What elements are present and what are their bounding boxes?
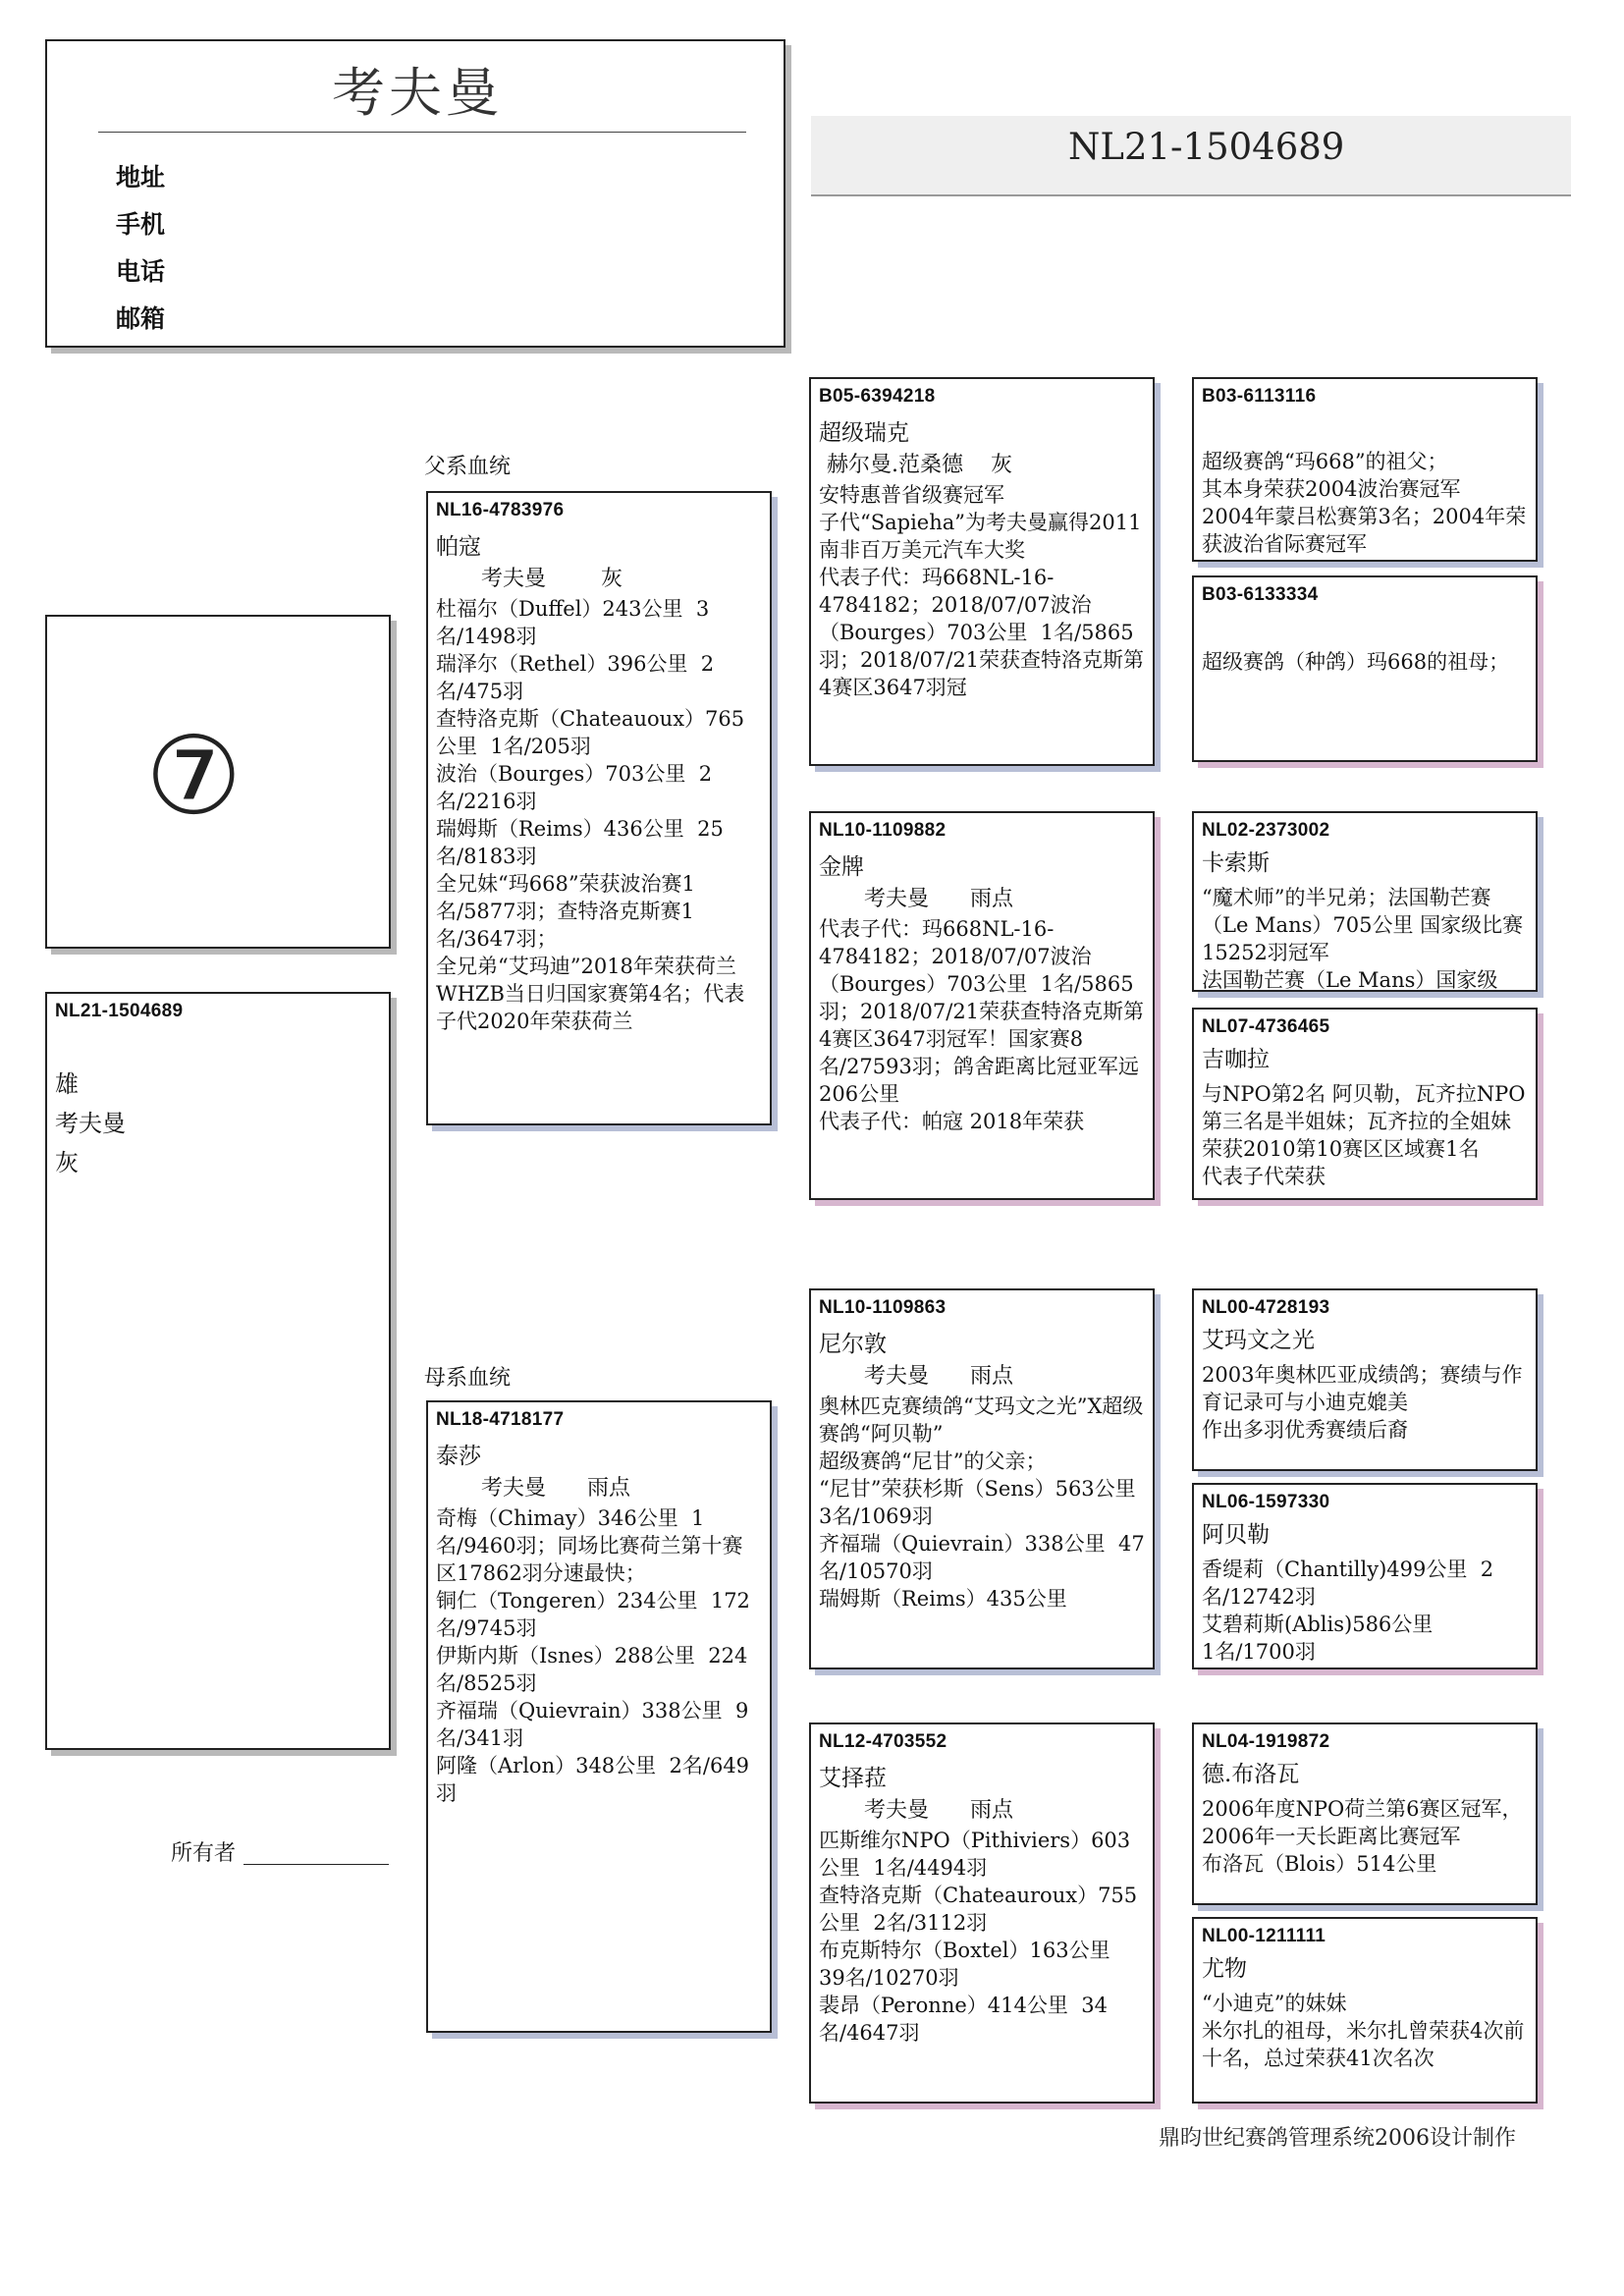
header-divider bbox=[98, 132, 746, 133]
dd-ring: NL12-4703552 bbox=[819, 1731, 947, 1752]
ss-breeder-color: 赫尔曼.范桑德 灰 bbox=[827, 453, 1012, 477]
ddd-name: 尤物 bbox=[1202, 1956, 1247, 1982]
dam-dam-card bbox=[809, 1722, 1155, 2104]
owner-info-box bbox=[45, 39, 785, 348]
contact-fields bbox=[116, 154, 165, 343]
subject-breeder: 考夫曼 bbox=[55, 1110, 126, 1137]
dam-sire-card bbox=[809, 1288, 1155, 1669]
dd-record: 匹斯维尔NPO（Pithiviers）603公里 1名/4494羽 查特洛克斯（Chateauroux）755公里 2名/3112羽 布克斯特尔（Boxtel）163公里 39名/10270羽 裴昂（Peronne）414公里 34名/4647羽 bbox=[819, 1829, 1138, 2045]
sds-record: “魔术师”的半兄弟；法国勒芒赛（Le Mans）705公里 国家级比赛15252羽冠军 法国勒芒赛（Le Mans）国家级 bbox=[1202, 886, 1524, 992]
ss-name: 超级瑞克 bbox=[819, 420, 909, 446]
phone-label: 电话 bbox=[116, 257, 166, 286]
sire-name: 帕寇 bbox=[436, 534, 481, 560]
sd-breeder-color: 考夫曼 雨点 bbox=[864, 887, 1013, 911]
sds-name: 卡索斯 bbox=[1202, 850, 1270, 876]
sds-ring: NL02-2373002 bbox=[1202, 820, 1330, 841]
mobile-label: 手机 bbox=[116, 210, 166, 239]
dds-record: 2006年度NPO荷兰第6赛区冠军，2006年一天长距离比赛冠军 布洛瓦（Blois）514公里 bbox=[1202, 1797, 1523, 1876]
photo-mark: ⑦ bbox=[145, 713, 243, 839]
dsd-card bbox=[1192, 1483, 1538, 1669]
sss-record: 超级赛鸽“玛668”的祖父； 其本身荣获2004波治赛冠军 2004年蒙吕松赛第3名；2004年荣获波治省际赛冠军 bbox=[1202, 450, 1527, 556]
dss-record: 2003年奥林匹亚成绩鸽；赛绩与作育记录可与小迪克媲美 作出多羽优秀赛绩后裔 bbox=[1202, 1363, 1523, 1442]
dam-name: 泰莎 bbox=[436, 1444, 481, 1469]
dsd-record: 香缇莉（Chantilly)499公里 2名/12742羽 艾碧莉斯(Ablis)586公里 1名/1700羽 bbox=[1202, 1558, 1494, 1664]
sire-record: 杜福尔（Duffel）243公里 3名/1498羽 瑞泽尔（Rethel）396公里 2名/475羽 查特洛克斯（Chateauoux）765公里 1名/205羽 波治（Bourges）703公里 2名/2216羽 瑞姆斯（Reims）436公里 25名/8183羽 全兄妹“玛668”荣获波治赛1名/5877羽；查特洛克斯赛1名/3647羽； 全兄弟“艾玛迪”2018年荣获荷兰WHZB当日归国家赛第4名；代表子代2020年荣获荷兰 bbox=[436, 597, 745, 1033]
ss-ring: B05-6394218 bbox=[819, 386, 936, 407]
sire-line-label: 父系血统 bbox=[424, 455, 512, 479]
sdd-record: 与NPO第2名 阿贝勒，瓦齐拉NPO第三名是半姐妹；瓦齐拉的全姐妹荣获2010第10赛区区域赛1名 代表子代荣获 bbox=[1202, 1082, 1526, 1188]
subject-ring: NL21-1504689 bbox=[55, 1001, 184, 1021]
address-label: 地址 bbox=[116, 163, 166, 191]
ds-record: 奥林匹克赛绩鸽“艾玛文之光”X超级赛鸽“阿贝勒” 超级赛鸽“尼甘”的父亲； “尼甘”荣获杉斯（Sens）563公里 3名/1069羽 齐福瑞（Quievrain）338公里 47名/10570羽 瑞姆斯（Reims）435公里 bbox=[819, 1394, 1145, 1611]
sire-breeder-color: 考夫曼 灰 bbox=[481, 567, 623, 591]
dam-line-label: 母系血统 bbox=[424, 1366, 512, 1391]
sds-card bbox=[1192, 811, 1538, 992]
dds-ring: NL04-1919872 bbox=[1202, 1731, 1330, 1752]
ds-breeder-color: 考夫曼 雨点 bbox=[864, 1364, 1013, 1389]
sss-ring: B03-6113116 bbox=[1202, 386, 1317, 407]
ss-record: 安特惠普省级赛冠军 子代“Sapieha”为考夫曼赢得2011南非百万美元汽车大奖 代表子代：玛668NL-16-4784182；2018/07/07波治（Bourges）703公里 1名/5865羽；2018/07/21荣获查特洛克斯第4赛区3647羽冠 bbox=[819, 483, 1145, 699]
sd-record: 代表子代：玛668NL-16-4784182；2018/07/07波治（Bourges）703公里 1名/5865羽；2018/07/21荣获查特洛克斯第4赛区3647羽冠军！国家赛8名/27593羽；鸽舍距离比冠亚军远206公里 代表子代：帕寇 2018年荣获 bbox=[819, 917, 1145, 1133]
photo-box bbox=[45, 615, 391, 949]
dam-card bbox=[426, 1400, 772, 2033]
dss-card bbox=[1192, 1288, 1538, 1471]
owner-label: 所有者 bbox=[171, 1841, 237, 1866]
dss-ring: NL00-4728193 bbox=[1202, 1297, 1330, 1318]
dds-card bbox=[1192, 1722, 1538, 1905]
ddd-record: “小迪克”的妹妹 米尔扎的祖母，米尔扎曾荣获4次前十名，总过荣获41次名次 bbox=[1202, 1992, 1525, 2070]
sd-name: 金牌 bbox=[819, 854, 864, 880]
dam-ring: NL18-4718177 bbox=[436, 1409, 565, 1430]
ssd-card bbox=[1192, 575, 1538, 762]
dd-breeder-color: 考夫曼 雨点 bbox=[864, 1798, 1013, 1823]
subject-sex: 雄 bbox=[55, 1070, 79, 1098]
sdd-card bbox=[1192, 1008, 1538, 1200]
breeder-name: 考夫曼 bbox=[332, 62, 503, 124]
ddd-card bbox=[1192, 1917, 1538, 2104]
ssd-record: 超级赛鸽（种鸽）玛668的祖母； bbox=[1202, 650, 1510, 674]
ring-title: NL21-1504689 bbox=[1068, 126, 1345, 168]
owner-line bbox=[244, 1864, 389, 1865]
sdd-name: 吉咖拉 bbox=[1202, 1047, 1270, 1072]
subject-color: 灰 bbox=[55, 1149, 79, 1176]
email-label: 邮箱 bbox=[116, 304, 166, 333]
ddd-ring: NL00-1211111 bbox=[1202, 1926, 1326, 1946]
sire-sire-card bbox=[809, 377, 1155, 766]
footer-credit: 鼎昀世纪赛鸽管理系统2006设计制作 bbox=[1159, 2126, 1516, 2151]
dsd-ring: NL06-1597330 bbox=[1202, 1492, 1330, 1512]
ring-title-rule bbox=[811, 194, 1571, 196]
sire-ring: NL16-4783976 bbox=[436, 500, 565, 520]
dd-name: 艾择菈 bbox=[819, 1766, 887, 1791]
dam-breeder-color: 考夫曼 雨点 bbox=[481, 1476, 630, 1501]
sss-card bbox=[1192, 377, 1538, 562]
subject-box bbox=[45, 992, 391, 1750]
dss-name: 艾玛文之光 bbox=[1202, 1328, 1315, 1353]
dds-name: 德.布洛瓦 bbox=[1202, 1762, 1300, 1787]
sire-dam-card bbox=[809, 811, 1155, 1200]
sdd-ring: NL07-4736465 bbox=[1202, 1016, 1330, 1037]
ds-name: 尼尔敦 bbox=[819, 1332, 887, 1357]
sire-card bbox=[426, 491, 772, 1125]
ssd-ring: B03-6133334 bbox=[1202, 584, 1319, 605]
dam-record: 奇梅（Chimay）346公里 1名/9460羽；同场比赛荷兰第十赛区17862羽分速最快； 铜仁（Tongeren）234公里 172名/9745羽 伊斯内斯（Isnes）288公里 224名/8525羽 齐福瑞（Quievrain）338公里 9名/341羽 阿隆（Arlon）348公里 2名/649羽 bbox=[436, 1506, 750, 1805]
sd-ring: NL10-1109882 bbox=[819, 820, 947, 841]
ds-ring: NL10-1109863 bbox=[819, 1297, 947, 1318]
dsd-name: 阿贝勒 bbox=[1202, 1522, 1270, 1548]
